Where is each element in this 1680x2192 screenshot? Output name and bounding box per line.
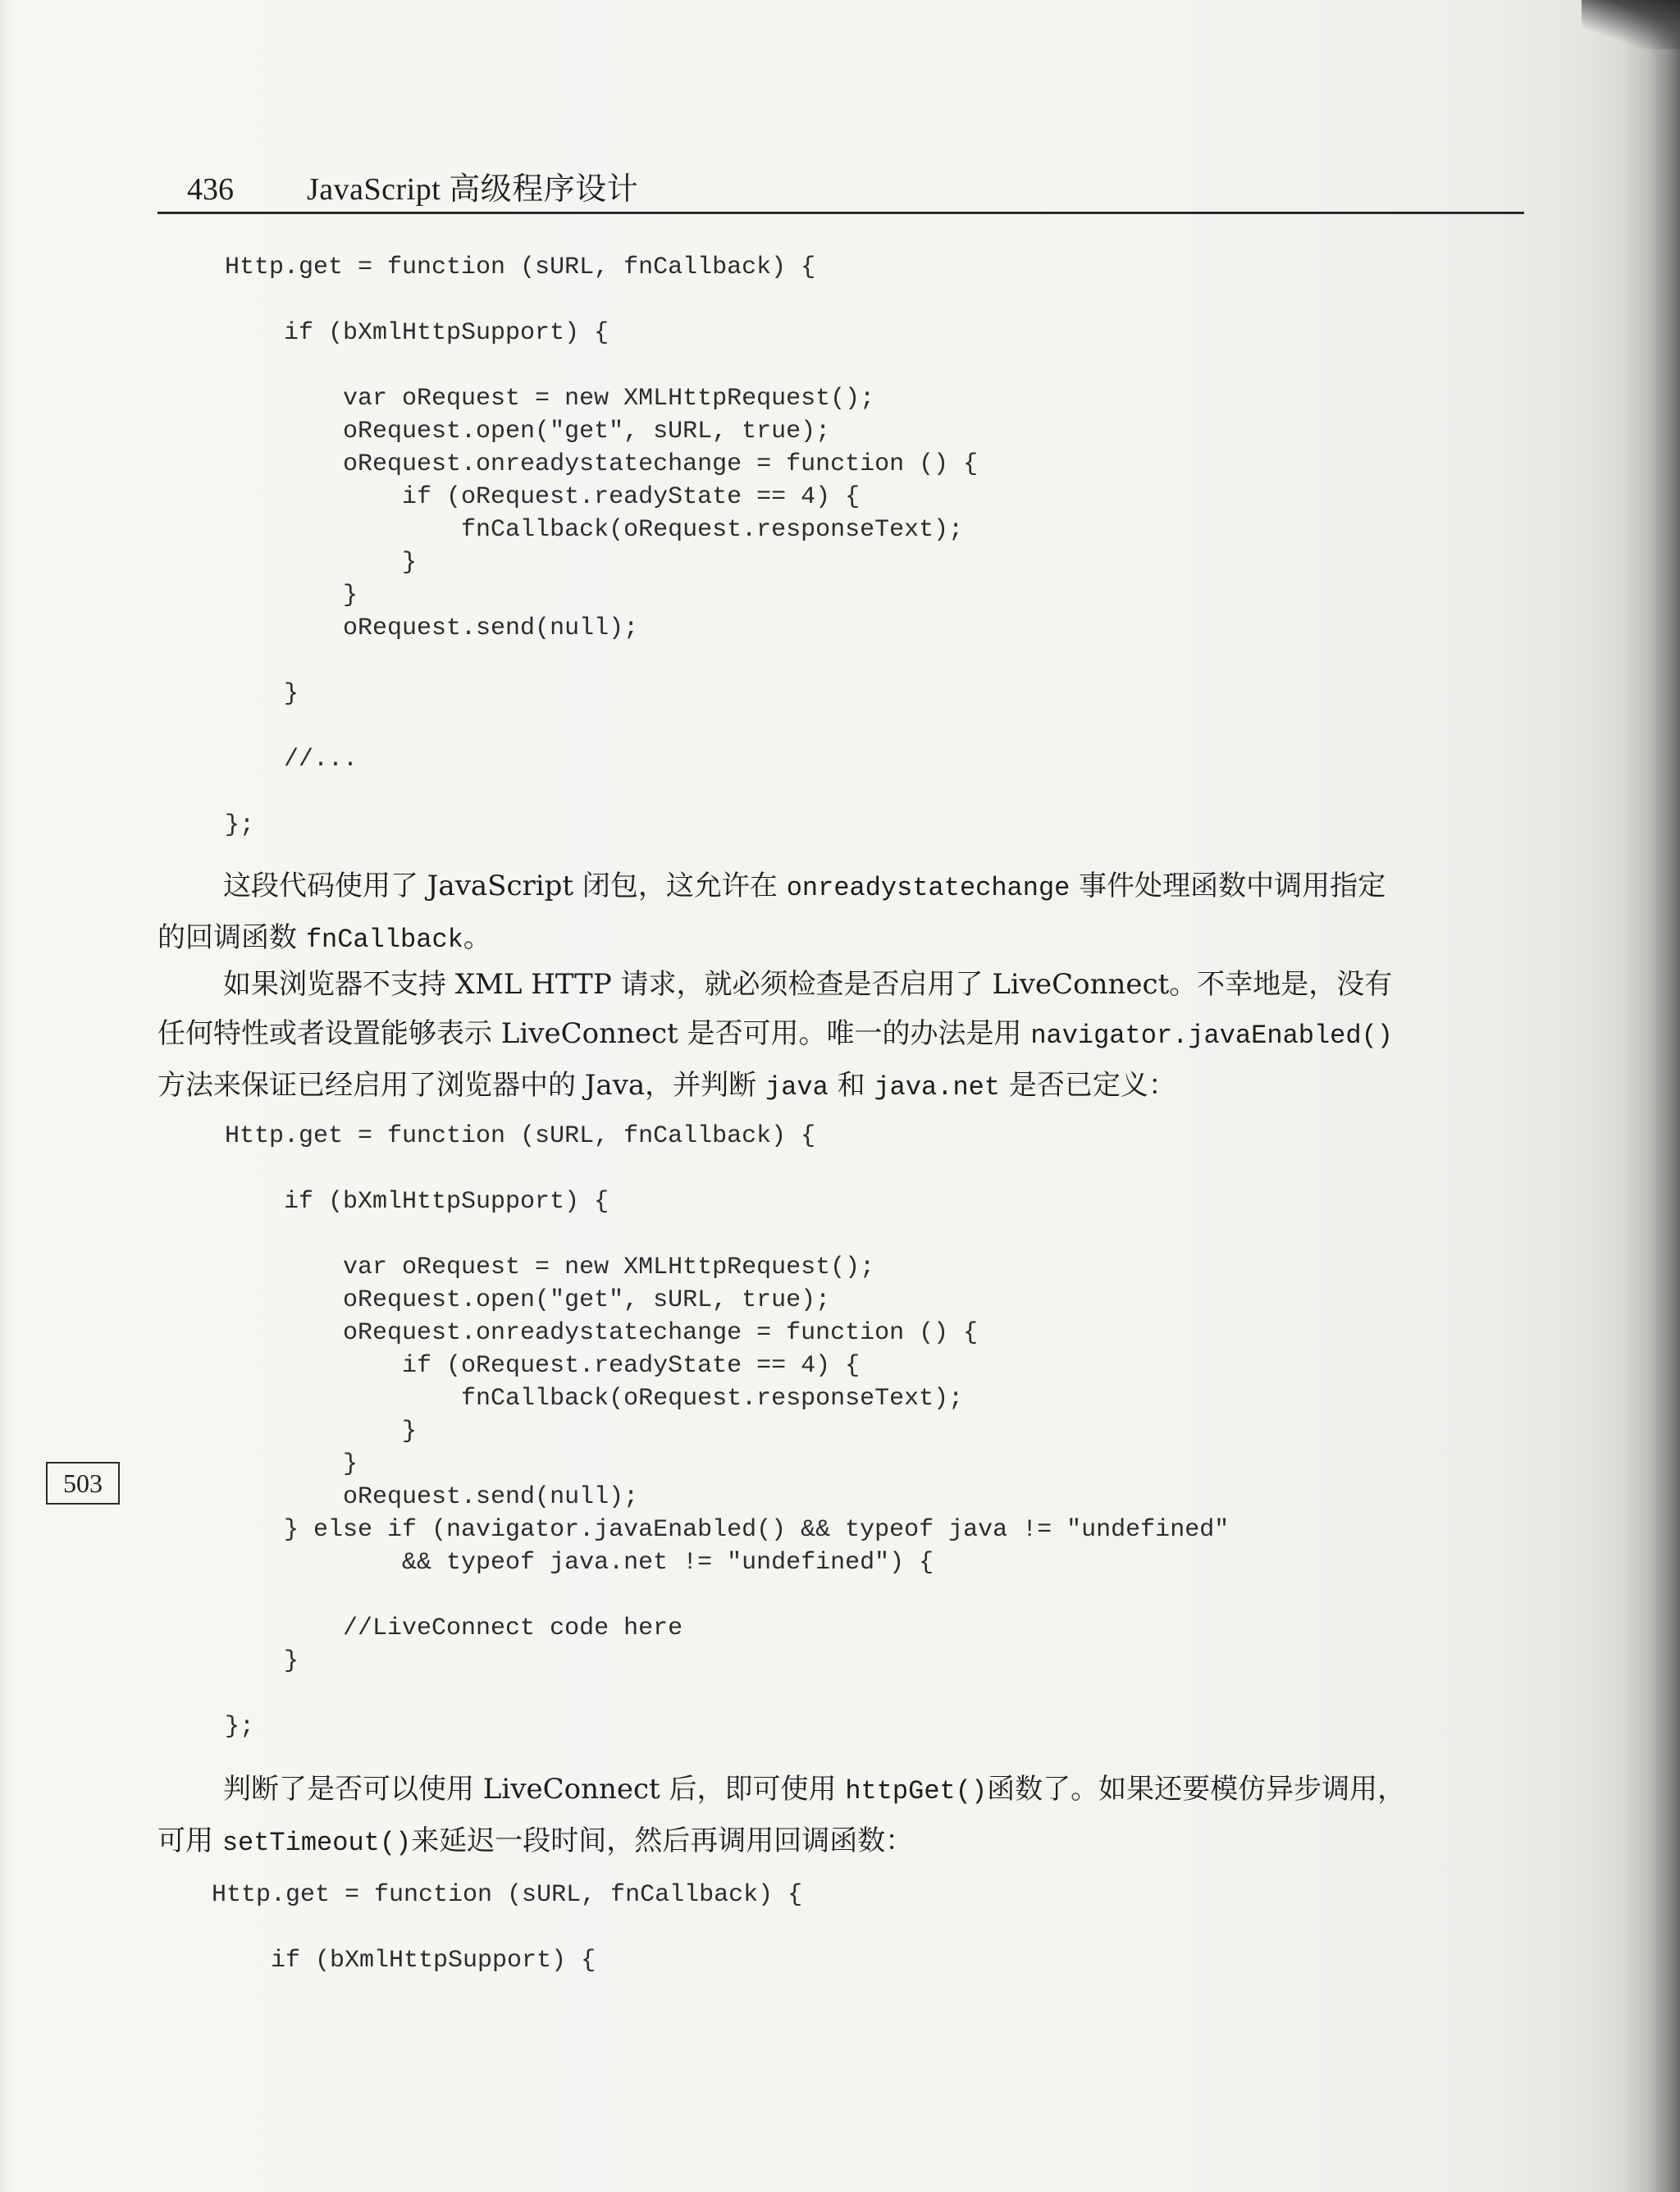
text-run: 和 [828, 1069, 874, 1102]
text-run: 是否已定义： [1000, 1069, 1176, 1102]
inline-code: fnCallback [305, 925, 463, 955]
paragraph-line [158, 960, 1524, 1009]
text-run: 如果浏览器不支持 XML HTTP 请求，就必须检查是否启用了 LiveConnect。不幸地是，没有 [223, 968, 1393, 1001]
inline-code: onreadystatechange [786, 873, 1071, 903]
paragraph-line [158, 1816, 1524, 1868]
text-run: 方法来保证已经启用了浏览器中的 Java，并判断 [158, 1069, 765, 1102]
page-number: 436 [187, 172, 234, 207]
code-block-liveconnect: Http.get = function (sURL, fnCallback) { if (bXmlHttpSupport) { var oRequest = new XMLHttpRequest(); oRequest.open("get", sURL, true); oRequest.onreadystatechange = function () { if (oRequest.readyState == 4) { fnCallback(oRequest.responseText); } } oRequest.send(null); } else if (navigator.javaEnabled() && typeof java != "undefined" && typeof java.net != "undefined") { //LiveConnect code here } }; [225, 1122, 1230, 1741]
text-run: 来延迟一段时间，然后再调用回调函数： [411, 1824, 914, 1857]
inline-code: httpGet() [845, 1776, 988, 1806]
text-run: 这段代码使用了 JavaScript 闭包，这允许在 [223, 870, 787, 902]
inline-code: java [765, 1072, 829, 1103]
text-run: 事件处理函数中调用指定 [1070, 870, 1386, 902]
code-block-settimeout-start: Http.get = function (sURL, fnCallback) { if (bXmlHttpSupport) { [212, 1881, 803, 1975]
inline-code: java.net [874, 1072, 1001, 1103]
page-left-edge [0, 0, 11, 2192]
paragraph-line [158, 1765, 1524, 1816]
paragraph-line [158, 913, 1524, 965]
text-run: 可用 [158, 1824, 222, 1857]
paragraph-closure-explanation [158, 861, 1524, 965]
book-title: JavaScript 高级程序设计 [307, 172, 639, 207]
page-corner-shadow [1582, 0, 1680, 49]
paragraph-async-emulation [158, 1765, 1524, 1868]
paragraph-line [158, 1009, 1524, 1061]
text-run: 函数了。如果还要模仿异步调用， [987, 1773, 1406, 1806]
paragraph-line [158, 861, 1524, 913]
text-run: 的回调函数 [158, 921, 306, 954]
text-run: 任何特性或者设置能够表示 LiveConnect 是否可用。唯一的办法是用 [158, 1017, 1031, 1050]
running-header [158, 164, 1524, 215]
inline-code: navigator.javaEnabled() [1030, 1021, 1393, 1051]
inline-code: setTimeout() [221, 1828, 412, 1858]
paragraph-line [158, 1061, 1524, 1112]
text-run: 。 [463, 921, 491, 954]
code-block-closure: Http.get = function (sURL, fnCallback) { if (bXmlHttpSupport) { var oRequest = new XMLHttpRequest(); oRequest.open("get", sURL, true); oRequest.onreadystatechange = function () { if (oRequest.readyState == 4) { fnCallback(oRequest.responseText); } } oRequest.send(null); } //... }; [225, 253, 979, 839]
binding-shadow [1623, 0, 1680, 2192]
paragraph-liveconnect-check [158, 960, 1524, 1112]
header-rule [158, 212, 1524, 214]
margin-page-reference: 503 [46, 1462, 120, 1505]
text-run: 判断了是否可以使用 LiveConnect 后，即可使用 [223, 1773, 846, 1806]
